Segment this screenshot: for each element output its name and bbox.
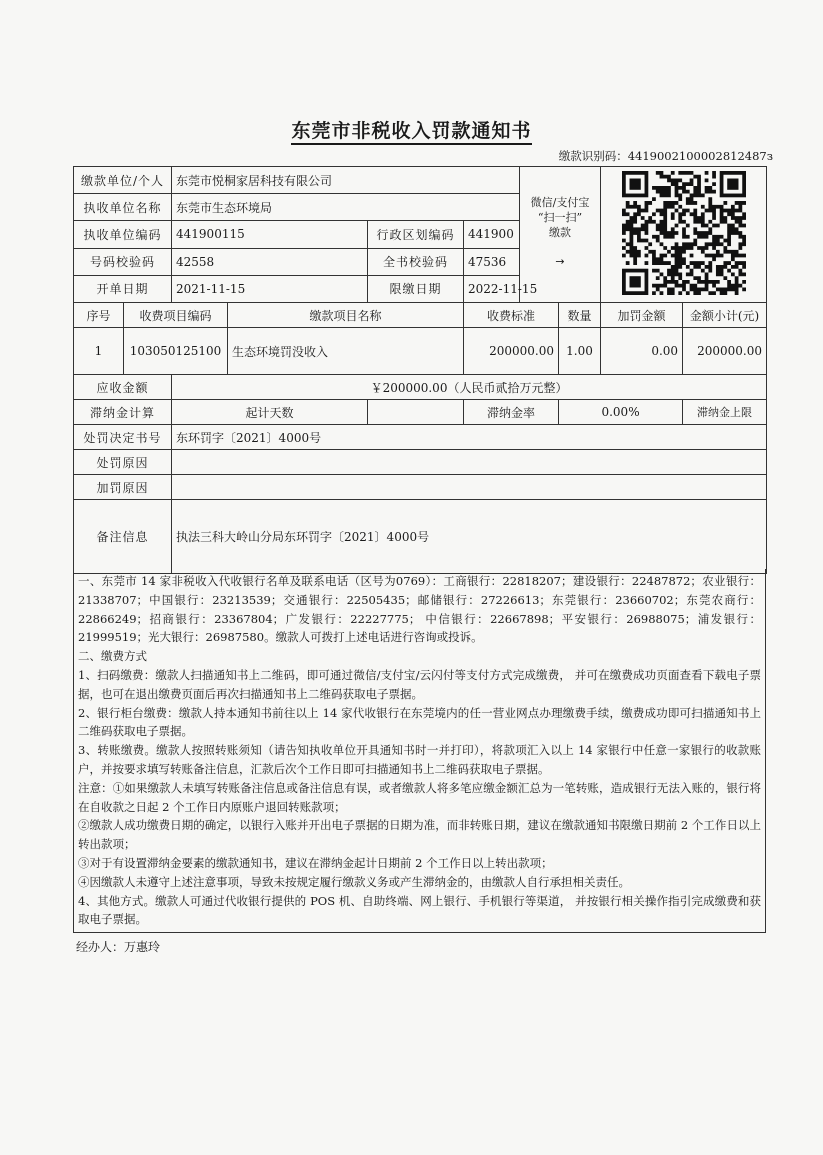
item-code: 103050125100: [124, 328, 228, 375]
check-code-label: 号码校验码: [74, 248, 172, 275]
unit-code-label: 执收单位编码: [74, 221, 172, 248]
unit-code-value: 441900115: [172, 221, 368, 248]
note-attention-4: ④因缴款人未遵守上述注意事项，导致未按规定履行缴款义务或产生滞纳金的，由缴款人自行承担相关责任。: [78, 874, 630, 889]
region-code-value: 441900: [464, 221, 520, 248]
col-header-code: 收费项目编码: [124, 303, 228, 328]
col-header-standard: 收费标准: [464, 303, 559, 328]
note-scan-pay: 1、扫码缴费：缴款人扫描通知书上二维码，即可通过微信/支付宝/云闪付等支付方式完成缴费， 并可在缴费成功页面查看下载电子票据，也可在退出缴费页面后再次扫描通知书上二维码获取电子票据。: [78, 667, 761, 701]
extra-reason-label: 加罚原因: [74, 475, 172, 500]
table-row: [74, 328, 767, 375]
item-no: 1: [74, 328, 124, 375]
penalty-reason-label: 处罚原因: [74, 450, 172, 475]
payment-id-label: 缴款识别码：: [558, 149, 628, 163]
payer-value: 东莞市悦桐家居科技有限公司: [172, 167, 520, 194]
payer-label: 缴款单位/个人: [74, 167, 172, 194]
note-attention-1: 注意：①如果缴款人未填写转账备注信息或备注信息有误，或者缴款人将多笔应缴金额汇总为一笔转账，造成银行无法入账的，银行将在自收款之日起 2 个工作日内原账户退回转账款项；: [78, 780, 761, 814]
late-rate-value: 0.00%: [559, 400, 683, 425]
col-header-subtotal: 金额小计(元): [683, 303, 767, 328]
late-cap-label: 滞纳金上限: [683, 400, 767, 425]
note-transfer-pay: 3、转账缴费。缴款人按照转账须知（请告知执收单位开具通知书时一并打印），将款项汇入以上 14 家银行中任意一家银行的收款账户，并按要求填写转账备注信息，汇款后次个工作日即可扫描通知书上二维码获取电子票据。: [78, 743, 761, 776]
note-counter-pay: 2、银行柜台缴费：缴款人持本通知书前往以上 14 家代收银行在东莞境内的任一营业网点办理缴费手续，缴费成功即可扫描通知书上二维码获取电子票据。: [78, 705, 761, 739]
note-methods-heading: 二、缴费方式: [78, 649, 147, 664]
full-check-label: 全书校验码: [368, 248, 464, 275]
open-date-value: 2021-11-15: [172, 275, 368, 302]
document-title: 东莞市非税收入罚款通知书: [0, 116, 823, 143]
handler: [76, 938, 160, 955]
col-header-qty: 数量: [559, 303, 601, 328]
note-other-methods: 4、其他方式。缴款人可通过代收银行提供的 POS 机、自助终端、网上银行、手机银行等渠道， 并按银行相关操作指引完成缴费和获取电子票据。: [78, 893, 761, 927]
col-header-extra: 加罚金额: [601, 303, 683, 328]
payment-instructions: [73, 569, 766, 933]
handler-label: 经办人：: [76, 940, 125, 954]
late-days-value: [368, 400, 464, 425]
limit-date-value: 2022-11-15: [464, 275, 520, 302]
decision-value: 东环罚字〔2021〕4000号: [172, 425, 767, 450]
item-qty: 1.00: [559, 328, 601, 375]
note-banks: 一、东莞市 14 家非税收入代收银行名单及联系电话（区号为0769）：工商银行：22818207；建设银行：22487872；农业银行：21338707；中国银行：23213539；交通银行：22505435；邮储银行：27226613；东莞银行：23660702；东莞农商行：22866249；招商银行：23367804；广发银行：22227775； 中信银行：22667898；平安银行：26988075；浦发银行：21999519；光大银行：26987580。缴款人可拨打上述电话进行咨询或投诉。: [78, 574, 761, 645]
receivable-label: 应收金额: [74, 375, 172, 400]
limit-date-label: 限缴日期: [368, 275, 464, 302]
handler-name: 万惠玲: [124, 940, 161, 954]
unit-name-value: 东莞市生态环境局: [172, 194, 520, 221]
late-days-label: 起计天数: [172, 400, 368, 425]
payment-id: [559, 148, 773, 164]
qr-code-icon[interactable]: [609, 169, 759, 297]
full-check-value: 47536: [464, 248, 520, 275]
scan-pay-hint: 微信/支付宝 “扫一扫” 缴款 →: [520, 167, 601, 303]
payment-id-value: 4419002100002812487з: [627, 149, 773, 163]
remark-value: 执法三科大岭山分局东环罚字〔2021〕4000号: [172, 500, 767, 574]
col-header-name: 缴款项目名称: [228, 303, 464, 328]
item-standard: 200000.00: [464, 328, 559, 375]
open-date-label: 开单日期: [74, 275, 172, 302]
note-attention-2: ②缴款人成功缴费日期的确定，以银行入账并开出电子票据的日期为准，而非转账日期，建议在缴款通知书限缴日期前 2 个工作日以上转出款项；: [78, 818, 761, 852]
payment-qr-code[interactable]: [601, 167, 767, 303]
decision-label: 处罚决定书号: [74, 425, 172, 450]
receivable-value: ￥200000.00（人民币贰拾万元整）: [172, 375, 767, 400]
late-rate-label: 滞纳金率: [464, 400, 559, 425]
note-attention-3: ③对于有设置滞纳金要素的缴款通知书，建议在滞纳金起计日期前 2 个工作日以上转出款项；: [78, 855, 553, 870]
col-header-no: 序号: [74, 303, 124, 328]
penalty-reason-value: [172, 450, 767, 475]
late-fee-label: 滞纳金计算: [74, 400, 172, 425]
remark-label: 备注信息: [74, 500, 172, 574]
unit-name-label: 执收单位名称: [74, 194, 172, 221]
check-code-value: 42558: [172, 248, 368, 275]
region-code-label: 行政区划编码: [368, 221, 464, 248]
item-subtotal: 200000.00: [683, 328, 767, 375]
item-extra: 0.00: [601, 328, 683, 375]
notice-form: [73, 166, 767, 574]
extra-reason-value: [172, 475, 767, 500]
item-name: 生态环境罚没收入: [228, 328, 464, 375]
